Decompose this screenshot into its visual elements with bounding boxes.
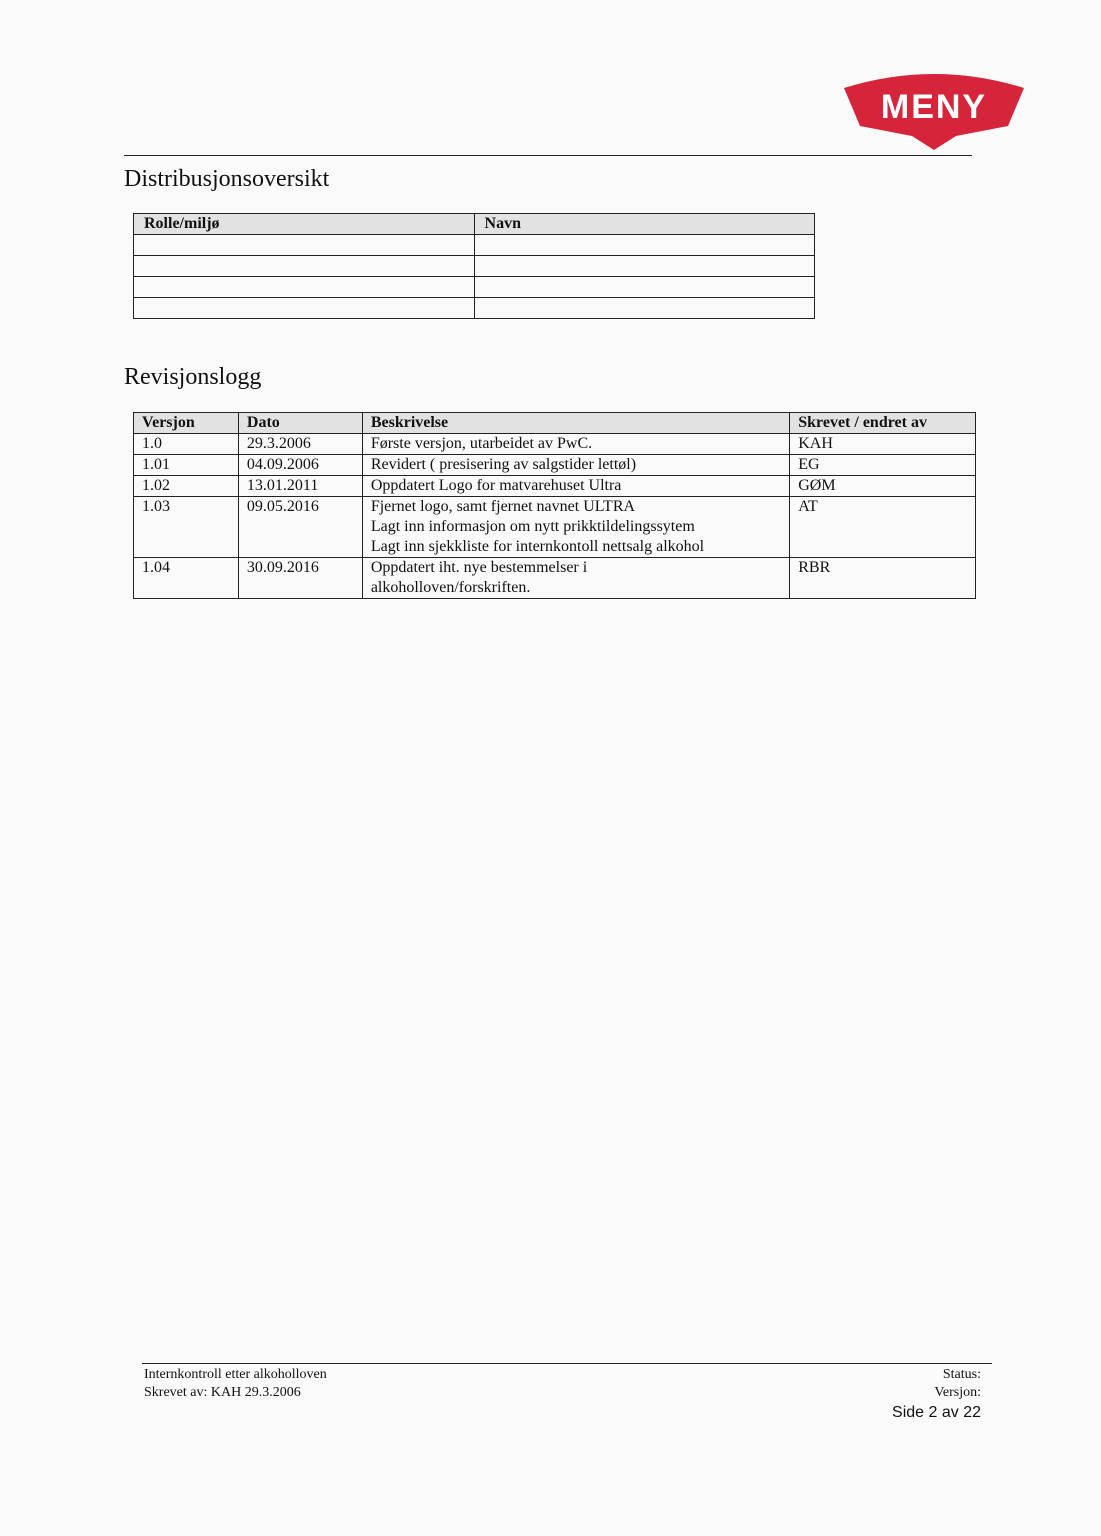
description-line: Første versjon, utarbeidet av PwC.: [370, 435, 593, 452]
footer-status: Status:: [942, 1367, 981, 1382]
footer-right: [892, 1366, 981, 1424]
description-line: Lagt inn informasjon om nytt prikktildelingssytem: [370, 518, 695, 535]
header-rule: [124, 155, 972, 156]
cell-author: KAH: [790, 434, 976, 455]
header-date: Dato: [238, 413, 362, 434]
description-line: Lagt inn sjekkliste for internkontoll nettsalg alkohol: [370, 538, 705, 555]
footer-left: [144, 1366, 327, 1402]
table-header-row: [134, 214, 815, 235]
table-row: [134, 235, 815, 256]
distribution-table: [133, 213, 815, 319]
logo-text: MENY: [880, 88, 988, 126]
cell-version: 1.03: [134, 497, 239, 558]
header-author: Skrevet / endret av: [790, 413, 976, 434]
cell-name: [474, 235, 814, 256]
description-line: Revidert ( presisering av salgstider lettøl): [370, 456, 637, 473]
cell-name: [474, 298, 814, 319]
meny-logo: [838, 66, 1030, 152]
table-row: [134, 455, 976, 476]
footer-version: Versjon:: [934, 1385, 981, 1400]
cell-date: 30.09.2016: [238, 558, 362, 599]
table-row: [134, 256, 815, 277]
cell-role: [134, 256, 475, 277]
cell-date: 09.05.2016: [238, 497, 362, 558]
footer-page-number: Side 2 av 22: [892, 1404, 981, 1421]
revision-title: Revisjonslogg: [124, 364, 262, 390]
cell-author: AT: [790, 497, 976, 558]
header-role: Rolle/miljø: [134, 214, 475, 235]
cell-author: GØM: [790, 476, 976, 497]
cell-date: 29.3.2006: [238, 434, 362, 455]
header-description: Beskrivelse: [362, 413, 789, 434]
description-line: Fjernet logo, samt fjernet navnet ULTRA: [370, 498, 636, 515]
cell-description: [362, 558, 789, 599]
table-row: [134, 277, 815, 298]
header-version: Versjon: [134, 413, 239, 434]
table-row: [134, 558, 976, 599]
description-line: alkoholloven/forskriften.: [370, 579, 531, 596]
cell-author: EG: [790, 455, 976, 476]
cell-role: [134, 298, 475, 319]
table-row: [134, 298, 815, 319]
table-header-row: [134, 413, 976, 434]
cell-name: [474, 256, 814, 277]
description-line: Oppdatert Logo for matvarehuset Ultra: [370, 477, 622, 494]
cell-version: 1.02: [134, 476, 239, 497]
cell-version: 1.01: [134, 455, 239, 476]
cell-description: [362, 497, 789, 558]
cell-role: [134, 277, 475, 298]
cell-role: [134, 235, 475, 256]
cell-name: [474, 277, 814, 298]
cell-date: 13.01.2011: [238, 476, 362, 497]
cell-version: 1.04: [134, 558, 239, 599]
footer-doc-title: Internkontroll etter alkoholloven: [144, 1367, 327, 1382]
table-row: [134, 497, 976, 558]
table-row: [134, 434, 976, 455]
cell-date: 04.09.2006: [238, 455, 362, 476]
description-line: Oppdatert iht. nye bestemmelser i: [370, 559, 588, 576]
distribution-title: Distribusjonsoversikt: [124, 166, 330, 192]
footer-written-by: Skrevet av: KAH 29.3.2006: [144, 1385, 301, 1400]
cell-description: [362, 476, 789, 497]
cell-version: 1.0: [134, 434, 239, 455]
revision-table: [133, 412, 976, 599]
cell-description: [362, 434, 789, 455]
cell-author: RBR: [790, 558, 976, 599]
footer-rule: [142, 1363, 992, 1364]
header-name: Navn: [474, 214, 814, 235]
cell-description: [362, 455, 789, 476]
table-row: [134, 476, 976, 497]
